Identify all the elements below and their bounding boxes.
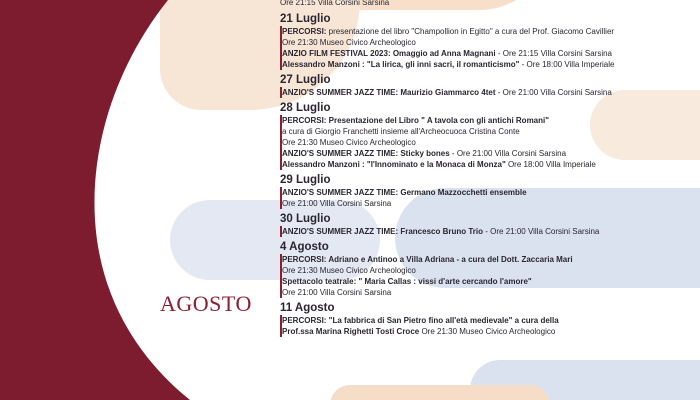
- event-details: [280, 254, 700, 298]
- event-detail-text: Ore 21:30 Museo Civico Archeologico: [282, 38, 416, 47]
- event-line: [282, 48, 700, 59]
- event-line: [282, 137, 700, 148]
- event-title: PERCORSI: Presentazione del Libro " A tavola con gli antichi Romani": [282, 116, 550, 125]
- event-line: [282, 226, 700, 237]
- event-title: Spettacolo teatrale: " Maria Callas : vissi d'arte cercando l'amore": [282, 277, 532, 286]
- event-title: PERCORSI: Adriano e Antinoo a Villa Adriana - a cura del Dott. Zaccaria Mari: [282, 255, 573, 264]
- event-date: 28 Luglio: [280, 102, 331, 114]
- event-date: 27 Luglio: [280, 74, 331, 86]
- event-detail-text: presentazione del libro "Champollion in Egitto" a cura del Prof. Giacomo Cavillier: [326, 27, 615, 36]
- event-line: [282, 276, 700, 287]
- event-line: [282, 254, 700, 265]
- event-line: [282, 126, 700, 137]
- event-detail-text: Ore 21:30 Museo Civico Archeologico: [282, 266, 416, 275]
- event-line: [282, 315, 700, 326]
- event-line: Ore 21:15 Villa Corsini Sarsina: [280, 0, 390, 7]
- event-day-block: [280, 101, 700, 170]
- event-line: [282, 37, 700, 48]
- event-line: [282, 115, 700, 126]
- event-line: [282, 198, 700, 209]
- event-detail-text: - Ore 18:00 Villa Imperiale: [519, 60, 615, 69]
- event-line: [282, 287, 700, 298]
- event-detail-text: - Ore 21:15 Villa Corsini Sarsina: [495, 49, 613, 58]
- event-title: PERCORSI: "La fabbrica di San Pietro fino all'età medievale" a cura della: [282, 316, 559, 325]
- event-line: [282, 187, 700, 198]
- event-detail-text: Ore 21:30 Museo Civico Archeologico: [282, 138, 416, 147]
- event-details: [280, 87, 700, 98]
- event-day-block: [280, 301, 700, 337]
- event-line: [282, 159, 700, 170]
- event-detail-text: - Ore 21:00 Villa Corsini Sarsina: [449, 149, 567, 158]
- event-detail-text: Ore 18:00 Villa Imperiale: [505, 160, 596, 169]
- event-details: [280, 315, 700, 337]
- event-line: [282, 59, 700, 70]
- event-title: Prof.ssa Marina Righetti Tosti Croce: [282, 327, 420, 336]
- event-detail-text: a cura di Giorgio Franchetti insieme all'Archeocuoca Cristina Conte: [282, 127, 520, 136]
- event-title: ANZIO'S SUMMER JAZZ TIME: Francesco Bruno Trio: [282, 227, 484, 236]
- event-line: [282, 326, 700, 337]
- event-agenda: [280, 0, 700, 340]
- event-date: 21 Luglio: [280, 13, 331, 25]
- event-title: PERCORSI:: [282, 27, 327, 36]
- event-day-block: [280, 173, 700, 209]
- event-detail-text: Ore 21:30 Museo Civico Archeologico: [419, 327, 556, 336]
- event-title: ANZIO'S SUMMER JAZZ TIME: Maurizio Giammarco 4tet: [282, 88, 496, 97]
- event-date: 29 Luglio: [280, 174, 331, 186]
- event-day-block: [280, 212, 700, 237]
- event-detail-text: Ore 21:00 Villa Corsini Sarsina: [282, 288, 392, 297]
- month-heading: AGOSTO: [160, 291, 252, 316]
- event-title: ANZIO FILM FESTIVAL 2023: Omaggio ad Anna Magnani: [282, 49, 496, 58]
- event-title: Alessandro Manzoni : "l'Innominato e la Monaca di Monza": [282, 160, 506, 169]
- event-date: 30 Luglio: [280, 213, 331, 225]
- event-line: [282, 87, 700, 98]
- event-date: 11 Agosto: [280, 302, 335, 314]
- event-details: [280, 187, 700, 209]
- event-detail-text: - Ore 21:00 Villa Corsini Sarsina: [495, 88, 612, 97]
- event-details: [280, 115, 700, 170]
- event-line: [282, 26, 700, 37]
- event-title: ANZIO'S SUMMER JAZZ TIME: Germano Mazzocchetti ensemble: [282, 188, 527, 197]
- event-day-block: [280, 240, 700, 298]
- event-line: [282, 148, 700, 159]
- event-title: ANZIO'S SUMMER JAZZ TIME: Sticky bones: [282, 149, 450, 158]
- event-day-block: [280, 73, 700, 98]
- event-date: 4 Agosto: [280, 241, 329, 253]
- event-details: [280, 26, 700, 70]
- event-day-block: [280, 12, 700, 70]
- event-line: [282, 265, 700, 276]
- event-title: Alessandro Manzoni : "La lirica, gli inni sacri, il romanticismo": [282, 60, 520, 69]
- event-details: [280, 226, 700, 237]
- event-detail-text: - Ore 21:00 Villa Corsini Sarsina: [483, 227, 600, 236]
- event-detail-text: Ore 21:00 Villa Corsini Sarsina: [282, 199, 392, 208]
